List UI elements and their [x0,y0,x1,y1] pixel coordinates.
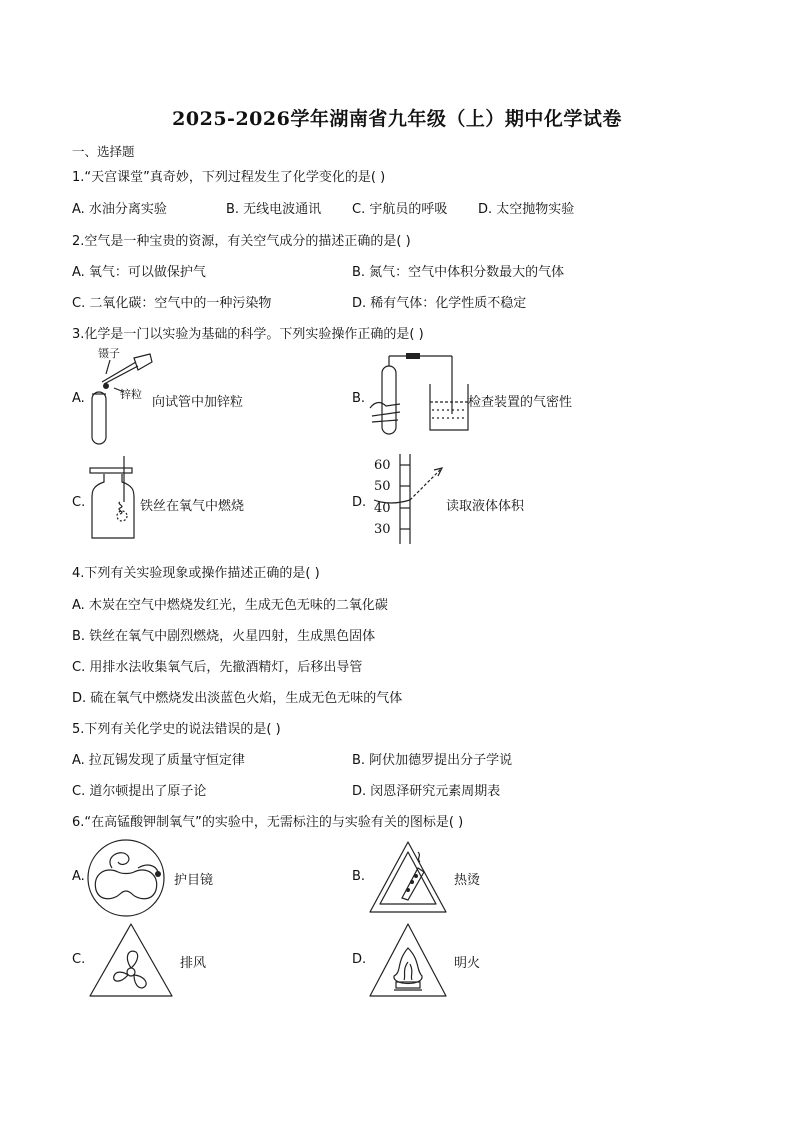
q6-caption-c: 排风 [180,956,207,971]
ventilation-fan-icon [86,920,176,1000]
question-3-stem: 3.化学是一门以实验为基础的科学。下列实验操作正确的是( ) [72,327,424,342]
q6-option-c[interactable]: C. [72,952,86,967]
hot-surface-icon [366,838,450,916]
q5-option-c[interactable]: C. 道尔顿提出了原子论 [72,784,207,799]
test-tube-zinc-figure [84,344,154,450]
q6-caption-a: 护目镜 [174,873,214,888]
q6-caption-d: 明火 [454,956,481,971]
q6-option-a[interactable]: A. [72,869,85,884]
open-flame-icon [366,920,450,1000]
graduated-cylinder-figure [370,454,450,546]
q3-caption-c: 铁丝在氧气中燃烧 [140,499,245,514]
scale-40: 40 [374,501,391,516]
q2-option-c[interactable]: C. 二氧化碳：空气中的一种污染物 [72,296,272,311]
goggles-icon [86,838,166,918]
scale-30: 30 [374,522,391,537]
q3-caption-b: 检查装置的气密性 [468,395,573,410]
iron-wire-oxygen-figure [86,452,146,542]
question-4-stem: 4.下列有关实验现象或操作描述正确的是( ) [72,566,320,581]
question-2-stem: 2.空气是一种宝贵的资源，有关空气成分的描述正确的是( ) [72,234,411,249]
section-heading: 一、选择题 [72,144,135,159]
page-title: 2025-2026学年湖南省九年级（上）期中化学试卷 [172,108,622,130]
q4-option-c[interactable]: C. 用排水法收集氧气后，先撤酒精灯，后移出导管 [72,660,363,675]
airtightness-apparatus-figure [366,350,472,440]
q1-option-d[interactable]: D. 太空抛物实验 [478,202,575,217]
q5-option-a[interactable]: A. 拉瓦锡发现了质量守恒定律 [72,753,245,768]
q4-option-b[interactable]: B. 铁丝在氧气中剧烈燃烧，火星四射，生成黑色固体 [72,629,376,644]
q1-option-c[interactable]: C. 宇航员的呼吸 [352,202,448,217]
scale-50: 50 [374,479,391,494]
q3-option-d[interactable]: D. [352,495,367,510]
q3-caption-a: 向试管中加锌粒 [152,395,244,410]
q6-option-b[interactable]: B. [352,869,366,884]
tweezers-label: 镊子 [98,347,120,360]
q2-option-b[interactable]: B. 氮气：空气中体积分数最大的气体 [352,265,565,280]
q5-option-d[interactable]: D. 闵恩泽研究元素周期表 [352,784,501,799]
scale-60: 60 [374,458,391,473]
q6-option-d[interactable]: D. [352,952,367,967]
q3-option-c[interactable]: C. [72,495,86,510]
q1-option-a[interactable]: A. 水油分离实验 [72,202,167,217]
question-1-stem: 1.“天宫课堂”真奇妙，下列过程发生了化学变化的是( ) [72,170,386,185]
q2-option-a[interactable]: A. 氧气：可以做保护气 [72,265,206,280]
q4-option-d[interactable]: D. 硫在氧气中燃烧发出淡蓝色火焰，生成无色无味的气体 [72,691,403,706]
question-6-stem: 6.“在高锰酸钾制氧气”的实验中，无需标注的与实验有关的图标是( ) [72,815,464,830]
q1-option-b[interactable]: B. 无线电波通讯 [226,202,322,217]
zinc-label: 锌粒 [120,388,142,401]
q3-option-a[interactable]: A. [72,391,85,406]
q4-option-a[interactable]: A. 木炭在空气中燃烧发红光，生成无色无味的二氧化碳 [72,598,388,613]
q2-option-d[interactable]: D. 稀有气体：化学性质不稳定 [352,296,527,311]
q5-option-b[interactable]: B. 阿伏加德罗提出分子学说 [352,753,513,768]
q3-option-b[interactable]: B. [352,391,366,406]
q3-caption-d: 读取液体体积 [446,499,525,514]
q6-caption-b: 热烫 [454,873,481,888]
question-5-stem: 5.下列有关化学史的说法错误的是( ) [72,722,281,737]
